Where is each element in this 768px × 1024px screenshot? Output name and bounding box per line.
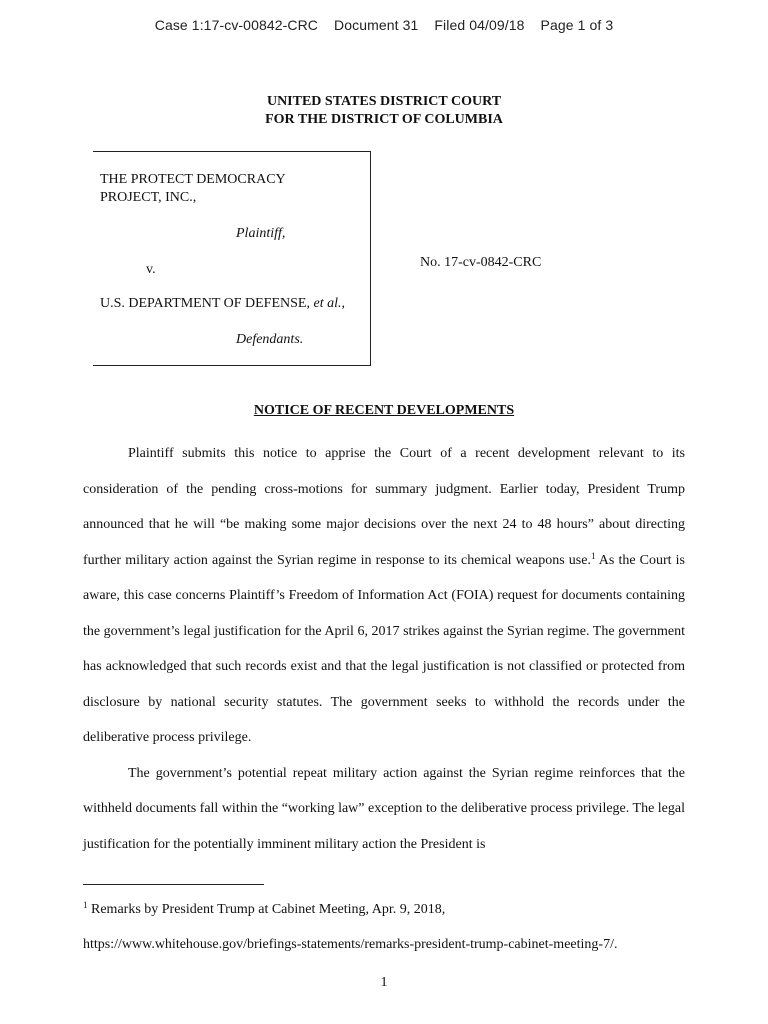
document-number: Document 31 — [334, 17, 419, 33]
ecf-header-stamp — [0, 17, 768, 33]
filed-date: Filed 04/09/18 — [434, 17, 525, 33]
footnote-divider — [83, 884, 264, 885]
body-text — [83, 436, 685, 862]
court-title-line1: UNITED STATES DISTRICT COURT — [266, 94, 502, 109]
page-indicator: Page 1 of 3 — [540, 17, 614, 33]
footnote — [83, 892, 703, 962]
footnote-text: Remarks by President Trump at Cabinet Meeting, Apr. 9, 2018, — [87, 902, 446, 917]
case-id: Case 1:17-cv-00842-CRC — [154, 17, 319, 33]
plaintiff-name — [100, 171, 286, 207]
et-al: et al. — [313, 296, 342, 311]
plaintiff-label: Plaintiff, — [236, 226, 286, 241]
footnote-url: https://www.whitehouse.gov/briefings-statements/remarks-president-trump-cabinet-meeting-7/. — [83, 937, 618, 952]
versus-label: v. — [146, 262, 156, 277]
case-caption-box — [93, 151, 371, 366]
case-number: No. 17-cv-0842-CRC — [420, 255, 542, 270]
paragraph-1 — [83, 436, 685, 756]
court-title-line2: FOR THE DISTRICT OF COLUMBIA — [265, 112, 503, 127]
defendant-comma: , — [341, 296, 345, 311]
defendant-name-text: U.S. DEPARTMENT OF DEFENSE, — [100, 296, 314, 311]
footnote-number: 1 — [83, 900, 88, 910]
paragraph-1-part-a: Plaintiff submits this notice to apprise the Court of a recent development relevant to its consideration of the pending cross-motions for summary judgment. Earlier today, President Trump announced that he will “be making some major decisions over the next 24 to 48 hours” about directing further military action against the Syrian regime in response to its chemical weapons use. — [83, 446, 685, 568]
defendant-name — [100, 295, 345, 313]
footnote-reference: 1 — [590, 550, 596, 561]
court-title — [0, 93, 768, 129]
defendants-label: Defendants. — [236, 332, 304, 347]
document-title: NOTICE OF RECENT DEVELOPMENTS — [253, 403, 515, 418]
plaintiff-name-line2: PROJECT, INC., — [100, 190, 197, 205]
page-number: 1 — [380, 975, 388, 990]
footnote-text-line — [83, 902, 445, 917]
paragraph-1-part-b: As the Court is aware, this case concerns Plaintiff’s Freedom of Information Act (FOIA) request for documents containing the government’s legal justification for the April 6, 2017 strikes against the Syrian regime. The government has acknowledged that such records exist and that the legal justification is not classified or protected from disclosure by national security statutes. The government seeks to withhold the records under the deliberative process privilege. — [83, 552, 686, 745]
paragraph-2: The government’s potential repeat military action against the Syrian regime reinforces that the withheld documents fall within the “working law” exception to the deliberative process privilege. The legal justification for the potentially imminent military action the President is — [83, 765, 685, 852]
plaintiff-name-line1: THE PROTECT DEMOCRACY — [100, 172, 286, 187]
